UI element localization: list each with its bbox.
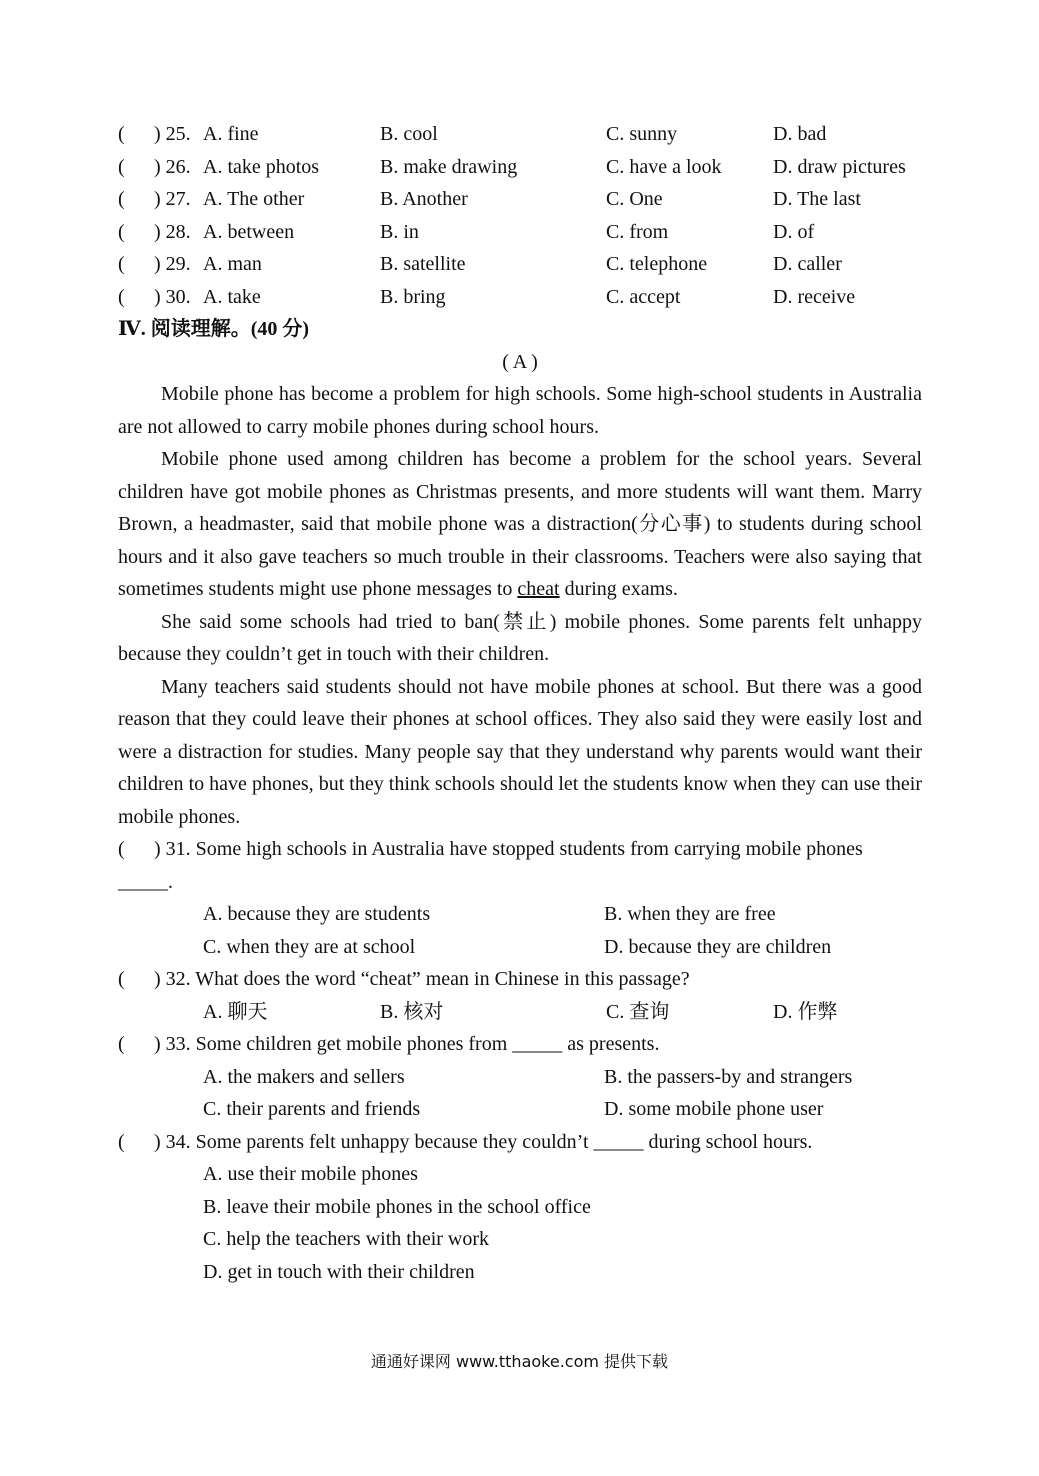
answer-paren: (: [118, 123, 125, 145]
options-row: [118, 1061, 922, 1094]
option-d: D. draw pictures: [773, 155, 906, 178]
answer-paren: (: [118, 155, 125, 178]
page-footer: 通通好课网 www.tthaoke.com 提供下载: [370, 1352, 669, 1371]
cloze-row-26: [118, 151, 922, 184]
option-c: C. One: [606, 188, 663, 210]
passage-paragraph-4: Many teachers said students should not have mobile phones at school. But there was a good reason that they could leave their phones at school offices. They also said they were easily lost and were a distraction for studies. Many people say that they understand why parents would want their children to have phones, but they think schools should let the students know when they can use their mobile phones.: [118, 675, 922, 828]
option-c: C. help the teachers with their work: [203, 1228, 490, 1250]
passage-label: ( A ): [502, 350, 538, 373]
answer-paren: (: [118, 1033, 125, 1055]
options-row: [118, 1256, 922, 1289]
option-c: C. have a look: [606, 155, 722, 178]
option-a: A. fine: [203, 123, 259, 145]
option-b: B. in: [380, 220, 419, 243]
question-34: [118, 1126, 922, 1289]
section-title: Ⅳ. 阅读理解。(40 分): [118, 318, 310, 340]
option-b: B. leave their mobile phones in the school office: [203, 1195, 591, 1218]
passage-paragraph-3: She said some schools had tried to ban(禁止) mobile phones. Some parents felt unhappy because they couldn’t get in touch with their children.: [118, 610, 922, 665]
option-c: C. sunny: [606, 123, 678, 145]
option-c: C. 查询: [606, 1000, 670, 1023]
question-number: ) 30.: [154, 285, 191, 308]
cloze-options: [118, 118, 922, 313]
cloze-row-28: [118, 216, 922, 249]
question-stem: ) 33. Some children get mobile phones from _____ as presents.: [154, 1033, 660, 1055]
passage-paragraph-1: Mobile phone has become a problem for high schools. Some high-school students in Australia are not allowed to carry mobile phones during school hours.: [118, 383, 922, 438]
option-b: B. cool: [380, 123, 438, 145]
option-d: D. because they are children: [604, 935, 832, 958]
option-c: C. their parents and friends: [203, 1098, 421, 1120]
question-stem-row: [118, 1028, 922, 1061]
question-number: ) 29.: [154, 253, 191, 275]
question-stem-row: [118, 833, 922, 866]
answer-paren: (: [118, 220, 125, 243]
option-d: D. of: [773, 220, 815, 243]
answer-paren: (: [118, 285, 125, 308]
question-stem-row: [118, 963, 922, 996]
option-d: D. get in touch with their children: [203, 1260, 475, 1283]
option-b: B. bring: [380, 285, 446, 308]
cloze-row-29: [118, 248, 922, 281]
answer-paren: (: [118, 188, 125, 210]
option-a: A. 聊天: [203, 1000, 268, 1023]
option-a: A. take: [203, 285, 261, 308]
option-b: B. when they are free: [604, 903, 776, 925]
cloze-row-25: [118, 118, 922, 151]
paragraph-text: during exams.: [559, 578, 678, 600]
option-d: D. some mobile phone user: [604, 1098, 824, 1120]
cloze-row-30: [118, 281, 922, 314]
option-d: D. bad: [773, 123, 827, 145]
question-blank-row: [118, 866, 922, 899]
option-a: A. between: [203, 220, 295, 243]
question-stem-row: [118, 1126, 922, 1159]
cloze-row-27: [118, 183, 922, 216]
option-d: D. 作弊: [773, 1000, 838, 1023]
answer-blank: _____.: [118, 870, 173, 893]
options-row: [118, 1223, 922, 1256]
question-31: [118, 833, 922, 963]
option-b: B. make drawing: [380, 155, 518, 178]
option-b: B. satellite: [380, 253, 466, 275]
option-d: D. The last: [773, 188, 861, 210]
paragraph-text: Mobile phone used among children has become a problem for the school years. Several children have got mobile phones as Christmas presents, and more students will want them. Marry Brown, a headmaster, said that mobile phone was a distraction(分心事) to students during school hours and it also gave teachers so much trouble in their classrooms. Teachers were also saying that sometimes students might use phone messages to: [118, 448, 922, 600]
answer-paren: (: [118, 838, 125, 860]
options-row: [118, 1191, 922, 1224]
option-a: A. take photos: [203, 155, 320, 178]
options-row: [118, 931, 922, 964]
options-row: [118, 996, 922, 1029]
option-a: A. use their mobile phones: [203, 1163, 418, 1185]
question-32: [118, 963, 922, 1028]
option-c: C. when they are at school: [203, 935, 416, 958]
option-c: C. from: [606, 220, 669, 243]
option-b: B. 核对: [380, 1000, 444, 1023]
question-stem: ) 31. Some high schools in Australia have stopped students from carrying mobile phones: [154, 838, 863, 860]
exam-page: [118, 118, 922, 1288]
question-number: ) 25.: [154, 123, 191, 145]
question-number: ) 28.: [154, 220, 191, 243]
options-row: [118, 1158, 922, 1191]
question-number: ) 27.: [154, 188, 191, 210]
answer-paren: (: [118, 1130, 125, 1153]
option-b: B. Another: [380, 188, 468, 210]
options-row: [118, 1093, 922, 1126]
option-a: A. the makers and sellers: [203, 1065, 405, 1088]
option-d: D. caller: [773, 253, 842, 275]
options-row: [118, 898, 922, 931]
option-c: C. telephone: [606, 253, 708, 275]
question-stem: ) 34. Some parents felt unhappy because they couldn’t _____ during school hours.: [154, 1130, 813, 1153]
question-number: ) 26.: [154, 155, 191, 178]
option-c: C. accept: [606, 285, 681, 308]
option-a: A. because they are students: [203, 903, 431, 925]
option-a: A. man: [203, 253, 262, 275]
answer-paren: (: [118, 253, 125, 275]
underlined-word: cheat: [517, 578, 560, 600]
passage-paragraph-2: [118, 443, 922, 606]
option-b: B. the passers-by and strangers: [604, 1065, 853, 1088]
question-33: [118, 1028, 922, 1126]
question-stem: ) 32. What does the word “cheat” mean in Chinese in this passage?: [154, 968, 690, 990]
option-a: A. The other: [203, 188, 305, 210]
answer-paren: (: [118, 968, 125, 990]
option-d: D. receive: [773, 285, 856, 308]
